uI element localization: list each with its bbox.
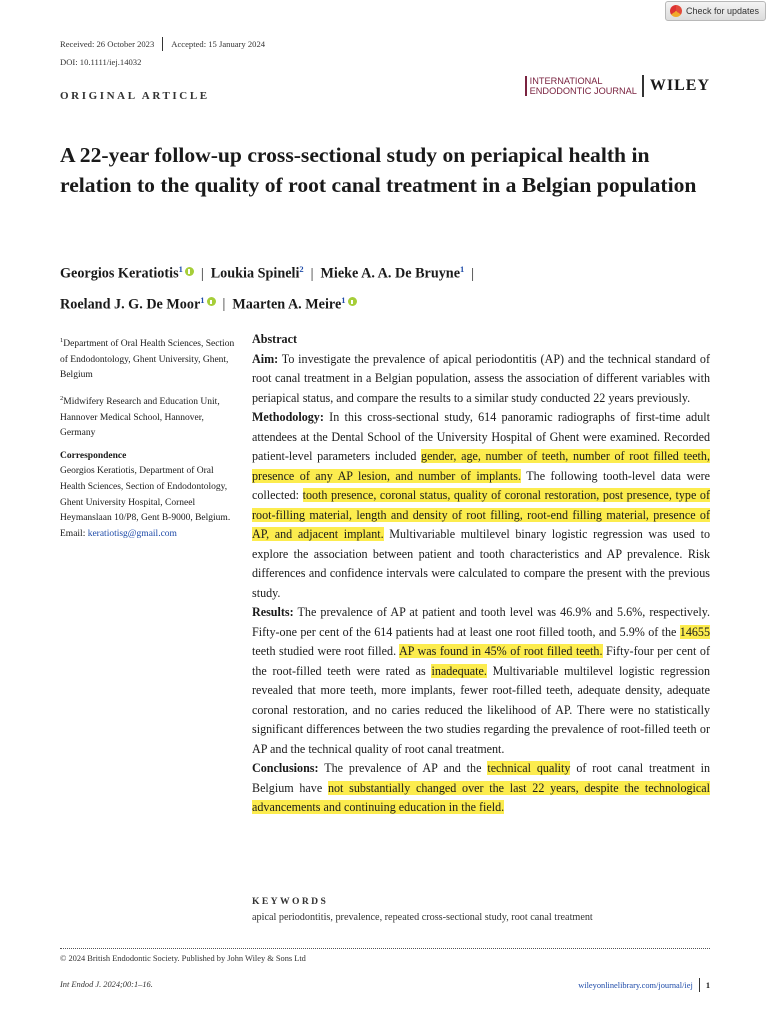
aim-label: Aim: <box>252 351 279 366</box>
copyright: © 2024 British Endodontic Society. Published by John Wiley & Sons Ltd <box>60 954 306 963</box>
crossmark-icon <box>670 5 682 17</box>
check-for-updates-label: Check for updates <box>685 6 759 16</box>
divider <box>699 978 700 992</box>
results-text: teeth studied were root filled. <box>252 644 399 658</box>
journal-url-link[interactable]: wileyonlinelibrary.com/journal/iej <box>578 980 693 990</box>
highlight: inadequate. <box>431 663 487 678</box>
results-text: Multivariable multilevel logistic regression revealed that more teeth, more implants, fewer root-filled teeth, adequate density, adequate coronal restoration, and no caries reduced the likelihood of AP. There were no statistically significant differences between the two studies regarding the prevalence of root-filled teeth or AP and the technical quality of root canal treatment. <box>252 663 710 756</box>
paper-title: A 22-year follow-up cross-sectional study on periapical health in relation to the quality of root canal treatment in a Belgian population <box>60 143 697 197</box>
author-list <box>60 256 710 317</box>
affiliation-text: Department of Oral Health Sciences, Section of Endodontology, Ghent University, Ghent, Belgium <box>60 339 235 381</box>
author-name: Georgios Keratiotis <box>60 265 179 282</box>
orcid-icon[interactable] <box>207 297 216 306</box>
author-name: Mieke A. A. De Bruyne <box>320 265 460 282</box>
received-date: Received: 26 October 2023 <box>60 39 155 49</box>
methodology-text: In this cross-sectional study, 614 panoramic radiographs of first-time adult attendees at the Dental School of the University Hospital of Ghent were examined. Recorded patient-level parameters included <box>252 410 710 463</box>
journal-logo <box>525 75 710 97</box>
abstract <box>252 330 710 818</box>
author-affiliation-mark: 2 <box>299 264 304 274</box>
highlight: technical quality <box>487 761 571 775</box>
author-separator: | <box>310 265 314 282</box>
author-affiliation-mark: 1 <box>178 264 183 274</box>
keywords-heading: KEYWORDS <box>252 896 329 907</box>
abstract-heading: Abstract <box>252 332 298 346</box>
highlight: gender, age, number of teeth, number of root filled teeth, presence of any AP lesion, and number of implants. <box>252 449 710 483</box>
article-type: ORIGINAL ARTICLE <box>60 90 210 102</box>
article-dates <box>60 37 265 51</box>
author-name: Loukia Spineli <box>210 265 300 282</box>
aim-text: To investigate the prevalence of apical periodontitis (AP) and the technical standard of root canal treatment in a Belgian population, assess the association of different variables with periapical status, and compare the results to a similar study conducted 22 years previously. <box>252 351 710 405</box>
methodology-text: The following tooth-level data were collected: <box>252 468 711 502</box>
affiliation-number: 2 <box>60 394 64 402</box>
author-name: Maarten A. Meire <box>232 296 342 313</box>
keywords-list: apical periodontitis, prevalence, repeated cross-sectional study, root canal treatment <box>252 912 593 923</box>
author-name: Roeland J. G. De Moor <box>60 296 201 313</box>
results-text: Fifty-four per cent of the root-filled teeth were rated as <box>252 644 710 678</box>
doi: DOI: 10.1111/iej.14032 <box>60 57 142 67</box>
page-number: 1 <box>705 980 710 990</box>
highlight: AP was found in 45% of root filled teeth. <box>398 644 603 658</box>
conclusions-text: The prevalence of AP and the <box>324 761 488 775</box>
email-link[interactable]: keratiotisg@gmail.com <box>87 528 177 539</box>
conclusions-label: Conclusions: <box>252 761 319 775</box>
author-affiliation-mark: 1 <box>341 294 346 305</box>
affiliations-column <box>60 333 235 549</box>
correspondence-address: Georgios Keratiotis, Department of Oral Health Sciences, Section of Endodontology, Ghent University Hospital, Corneel Heymanslaan 10/P8, Gent B-9000, Belgium. <box>60 466 231 524</box>
abstract-aim <box>252 350 710 409</box>
check-for-updates-button[interactable] <box>665 1 766 21</box>
affiliation <box>60 333 235 384</box>
abstract-conclusions <box>252 759 710 818</box>
methodology-text: Multivariable multilevel binary logistic regression was used to explore the association between patient and tooth characteristics and AP prevalence. Risk differences and confidence intervals were calculated to compare the present with the previous study. <box>252 527 710 600</box>
author-separator: | <box>222 296 226 313</box>
email-label: Email: <box>60 528 86 539</box>
abstract-methodology <box>252 408 710 603</box>
correspondence-block <box>60 464 235 542</box>
author-affiliation-mark: 1 <box>460 264 465 274</box>
accepted-date: Accepted: 15 January 2024 <box>171 39 266 49</box>
results-label: Results: <box>252 605 294 619</box>
journal-name <box>525 76 637 96</box>
footer-right <box>578 978 710 992</box>
footer-divider <box>60 948 710 949</box>
author-separator: | <box>200 265 204 282</box>
highlight: 14655 <box>679 624 710 639</box>
correspondence-heading: Correspondence <box>60 450 127 461</box>
author-affiliation-mark: 1 <box>200 294 205 305</box>
journal-name-line2: ENDODONTIC JOURNAL <box>529 86 637 96</box>
citation: Int Endod J. 2024;00:1–16. <box>60 980 153 989</box>
highlight: tooth presence, coronal status, quality of coronal restoration, post presence, type of root-filling material, length and density of root filling, root-end filling material, presence of AP, and adjacent implant. <box>252 488 711 541</box>
affiliation <box>60 391 235 442</box>
journal-name-line1: INTERNATIONAL <box>529 76 603 86</box>
author-separator: | <box>471 265 475 282</box>
publisher-logo: WILEY <box>649 77 710 94</box>
orcid-icon[interactable] <box>348 297 357 306</box>
affiliation-text: Midwifery Research and Education Unit, Hannover Medical School, Hannover, Germany <box>60 397 220 439</box>
results-text: The prevalence of AP at patient and tooth level was 46.9% and 5.6%, respectively. Fifty-one per cent of the 614 patients had at least one root filled tooth, and 5.9% of the <box>252 605 710 639</box>
affiliation-number: 1 <box>60 337 64 344</box>
highlight: not substantially changed over the last 22 years, despite the technological advancements and continuing education in the field. <box>252 780 711 814</box>
abstract-results <box>252 603 710 759</box>
conclusions-text: of root canal treatment in Belgium have <box>252 761 710 795</box>
divider <box>162 37 163 51</box>
logo-divider <box>642 75 644 97</box>
methodology-label: Methodology: <box>252 410 324 424</box>
orcid-icon[interactable] <box>185 267 194 276</box>
